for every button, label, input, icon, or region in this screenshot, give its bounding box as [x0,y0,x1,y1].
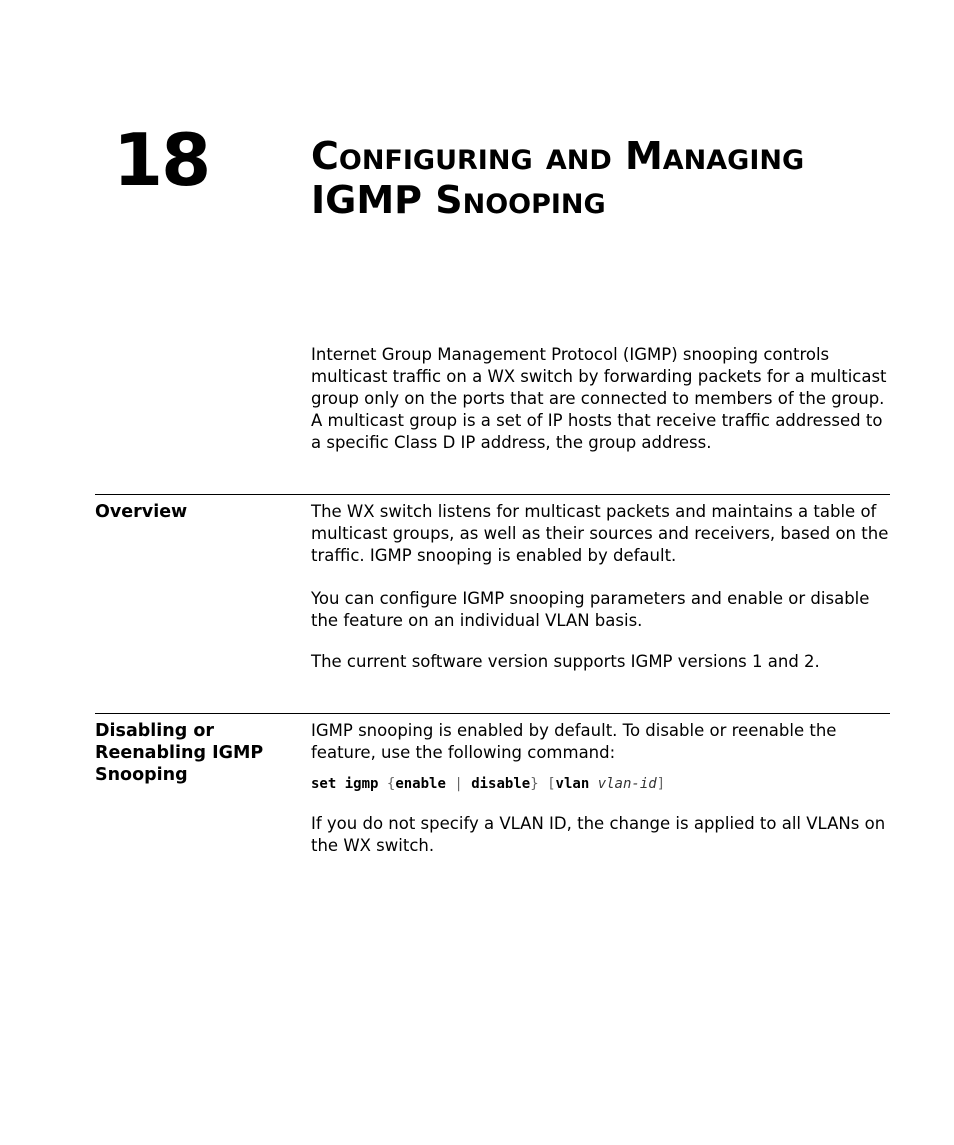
disabling-paragraph-2: If you do not specify a VLAN ID, the change is applied to all VLANs on the WX switch. [311,814,886,855]
chapter-title-line2: IGMP Snooping [311,178,606,222]
command-pipe: | [454,776,463,792]
overview-paragraph-2: You can configure IGMP snooping parameters and enable or disable the feature on an individual VLAN basis. [311,589,870,630]
chapter-title-line1: Configuring and Managing [311,134,805,178]
section-divider-disabling [95,713,890,714]
command-keyword-enable: enable [395,776,446,792]
disabling-paragraph-1: IGMP snooping is enabled by default. To disable or reenable the feature, use the following command: [311,721,837,762]
command-keyword-disable: disable [471,776,531,792]
command-arg-vlan-id: vlan-id [597,776,657,792]
command-keyword-vlan: vlan [555,776,590,792]
section-heading-overview: Overview [95,502,188,522]
command-close-brace: } [530,776,539,792]
command-keyword-set-igmp: set igmp [311,776,379,792]
overview-paragraph-1: The WX switch listens for multicast packets and maintains a table of multicast groups, as well as their sources and receivers, based on the traffic. IGMP snooping is enabled by default. [311,502,889,565]
overview-paragraph-3: The current software version supports IGMP versions 1 and 2. [311,652,820,671]
command-open-bracket: [ [547,776,556,792]
section-heading-disabling: Disabling or Reenabling IGMP Snooping [95,721,264,785]
command-syntax [311,775,891,793]
section-divider-overview [95,494,890,495]
chapter-number: 18 [113,118,210,202]
intro-paragraph: Internet Group Management Protocol (IGMP) snooping controls multicast traffic on a WX switch by forwarding packets for a multicast group only on the ports that are connected to members of the group. A multicast group is a set of IP hosts that receive traffic addressed to a specific Class D IP address, the group address. [311,345,887,452]
command-open-brace: { [386,776,396,792]
chapter-title [311,134,911,222]
command-close-bracket: ] [656,776,666,792]
